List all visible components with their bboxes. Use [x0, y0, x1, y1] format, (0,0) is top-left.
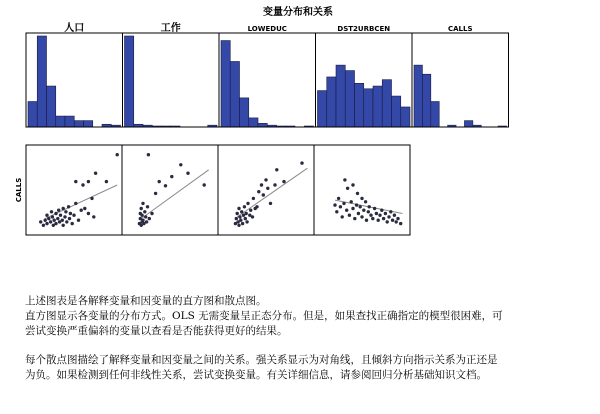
scatter-point — [273, 183, 276, 186]
histogram-bar — [240, 98, 249, 127]
histogram-bar — [431, 102, 439, 127]
scatter-point — [360, 215, 363, 218]
scatter-point — [83, 207, 86, 210]
scatter-point — [203, 183, 206, 186]
histogram-panel-frame — [123, 33, 220, 127]
scatter-row — [26, 145, 410, 235]
description-line: 上述图表是各解释变量和因变量的直方图和散点图。 — [25, 295, 267, 307]
scatter-point — [375, 212, 378, 215]
scatter-point — [351, 183, 354, 186]
scatter-point — [357, 212, 360, 215]
scatter-point — [145, 220, 148, 223]
scatter-point — [395, 220, 398, 223]
scatter-point — [337, 197, 340, 200]
scatter-point — [241, 222, 244, 225]
scatter-point — [47, 217, 50, 220]
scatter-point — [81, 183, 84, 186]
scatter-point — [64, 210, 67, 213]
scatter-point — [257, 190, 260, 193]
scatter-point — [339, 205, 342, 208]
scatter-point — [300, 161, 303, 164]
scatter-point — [353, 217, 356, 220]
scatter-point — [362, 209, 365, 212]
scatter-point — [90, 197, 93, 200]
scatter-point — [77, 219, 80, 222]
variable-label: LOWEDUC — [247, 25, 287, 33]
scatter-point — [164, 184, 167, 187]
scatter-point — [345, 209, 348, 212]
scatter-point — [56, 217, 59, 220]
scatter-point — [384, 212, 387, 215]
scatter-point — [389, 210, 392, 213]
scatter-point — [150, 212, 153, 215]
histogram-bar — [65, 116, 74, 127]
scatter-point — [245, 212, 248, 215]
histogram-bar — [336, 65, 345, 127]
variable-label: CALLS — [447, 25, 473, 33]
histogram-bar — [258, 123, 267, 127]
scatter-point — [262, 193, 265, 196]
scatter-point — [341, 215, 344, 218]
scatter-point — [65, 220, 68, 223]
scatter-point — [243, 205, 246, 208]
scatter-panel-frame — [218, 145, 314, 235]
scatter-point — [367, 210, 370, 213]
scatter-point — [246, 202, 249, 205]
scatter-point — [377, 219, 380, 222]
scatter-point — [74, 202, 77, 205]
scatter-point — [245, 220, 248, 223]
scatter-point — [186, 172, 189, 175]
figure-title: 变量分布和关系 — [263, 7, 333, 18]
scatter-point — [255, 205, 258, 208]
scatter-point — [239, 219, 242, 222]
scatter-point — [387, 215, 390, 218]
y-axis-label: CALLS — [15, 177, 23, 203]
description-paragraph-2 — [25, 353, 585, 383]
scatter-point — [346, 187, 349, 190]
scatter-point — [69, 212, 72, 215]
scatter-point — [63, 215, 66, 218]
scatter-point — [158, 180, 161, 183]
scatter-point — [87, 180, 90, 183]
scatter-point — [364, 200, 367, 203]
trend-line — [237, 168, 307, 217]
description-line: 每个散点图描绘了解释变量和因变量之间的关系。强关系显示为对角线，且倾斜方向指示关系为正还是 — [25, 354, 498, 366]
histogram-bar — [373, 86, 382, 127]
histogram-bar — [401, 107, 410, 127]
scatter-point — [359, 205, 362, 208]
scatter-point — [147, 153, 150, 156]
scatter-point — [50, 210, 53, 213]
histogram-bar — [392, 96, 401, 127]
scatter-point — [154, 192, 157, 195]
scatter-point — [54, 212, 57, 215]
trend-line — [141, 170, 209, 219]
scatter-point — [57, 209, 60, 212]
scatter-point — [240, 210, 243, 213]
scatter-point — [94, 172, 97, 175]
histogram-bar — [318, 91, 327, 127]
scatter-point — [369, 214, 372, 217]
scatter-point — [396, 217, 399, 220]
histogram-bar — [422, 74, 430, 127]
scatter-point — [373, 207, 376, 210]
variable-label: 工作 — [160, 23, 181, 34]
histogram-bar — [249, 118, 258, 127]
histogram-bar — [56, 116, 65, 127]
scatter-point — [399, 222, 402, 225]
description-line: 为负。如果检测到任何非线性关系，尝试变换变量。有关详细信息，请参阅回归分析基础知识文档。 — [25, 369, 487, 381]
scatter-point — [342, 202, 345, 205]
scatter-point — [45, 222, 48, 225]
scatter-point — [393, 214, 396, 217]
scatter-point — [235, 217, 238, 220]
scatter-point — [146, 205, 149, 208]
scatter-point — [275, 168, 278, 171]
histogram-bar — [414, 65, 422, 127]
scatter-point — [356, 192, 359, 195]
scatter-point — [260, 183, 263, 186]
scatter-point — [269, 202, 272, 205]
histogram-bar — [327, 77, 336, 127]
scatter-point — [143, 210, 146, 213]
description-line: 直方图显示各变量的分布方式。OLS 无需变量呈正态分布。但是，如果查找正确指定的模型很困难，可 — [25, 310, 503, 322]
scatter-point — [51, 215, 54, 218]
histogram-bar — [28, 102, 37, 127]
histogram-bar — [345, 71, 354, 127]
scatter-point — [382, 217, 385, 220]
scatter-point — [67, 205, 70, 208]
scatter-point — [238, 215, 241, 218]
scatter-point — [350, 200, 353, 203]
histogram-bar — [230, 61, 239, 127]
scatter-point — [144, 215, 147, 218]
scatter-point — [264, 178, 267, 181]
scatter-point — [71, 222, 74, 225]
scatter-point — [179, 163, 182, 166]
scatter-point — [148, 217, 151, 220]
scatter-point — [116, 153, 119, 156]
scatter-point — [140, 214, 143, 217]
scatter-point — [251, 215, 254, 218]
histogram-bar — [84, 121, 93, 127]
scatter-point — [39, 220, 42, 223]
scatter-panel-frame — [122, 145, 218, 235]
scatter-point — [74, 180, 77, 183]
variable-label: DST2URBCEN — [337, 25, 391, 33]
scatter-point — [386, 220, 389, 223]
scatter-point — [237, 207, 240, 210]
scatter-point — [87, 212, 90, 215]
scatter-point — [244, 217, 247, 220]
histogram-bar — [382, 80, 391, 127]
histogram-row — [26, 21, 509, 127]
scatter-point — [141, 219, 144, 222]
scatter-point — [62, 224, 65, 227]
scatter-point — [355, 203, 358, 206]
scatter-point — [68, 217, 71, 220]
histogram-bar — [464, 121, 472, 127]
histogram-bar — [37, 36, 46, 127]
histogram-bar — [364, 89, 373, 127]
scatter-point — [371, 217, 374, 220]
scatter-point — [54, 222, 57, 225]
scatter-point — [378, 214, 381, 217]
scatter-point — [92, 215, 95, 218]
histogram-bar — [221, 41, 230, 127]
scatter-point — [365, 219, 368, 222]
scatter-point — [140, 207, 143, 210]
scatter-point — [343, 178, 346, 181]
scatter-point — [141, 202, 144, 205]
scatter-point — [49, 220, 52, 223]
scatter-point — [59, 214, 62, 217]
scatter-point — [333, 203, 336, 206]
scatter-point — [45, 214, 48, 217]
histogram-bar — [74, 121, 83, 127]
scatter-point — [105, 180, 108, 183]
scatter-point — [80, 209, 83, 212]
scatter-point — [351, 207, 354, 210]
scatter-point — [42, 224, 45, 227]
scatter-point — [72, 214, 75, 217]
scatter-point — [61, 219, 64, 222]
description-line: 尝试变换严重偏斜的变量以查看是否能获得更好的结果。 — [25, 325, 288, 337]
scatter-point — [360, 197, 363, 200]
scatter-point — [335, 210, 338, 213]
histogram-bar — [125, 36, 134, 127]
scatter-point — [170, 175, 173, 178]
scatter-point — [53, 219, 56, 222]
scatter-point — [368, 205, 371, 208]
scatter-point — [44, 219, 47, 222]
scatter-point — [282, 180, 285, 183]
histogram-bar — [355, 83, 364, 127]
scatter-point — [236, 212, 239, 215]
description-paragraph-1 — [25, 294, 585, 339]
scatter-point — [380, 209, 383, 212]
histogram-bar — [47, 86, 56, 127]
scatter-point — [266, 187, 269, 190]
scatter-point — [391, 219, 394, 222]
variable-label: 人口 — [64, 23, 85, 34]
scatter-point — [249, 209, 252, 212]
scatter-point — [62, 207, 65, 210]
scatter-point — [252, 197, 255, 200]
scatter-point — [237, 224, 240, 227]
scatter-point — [348, 214, 351, 217]
